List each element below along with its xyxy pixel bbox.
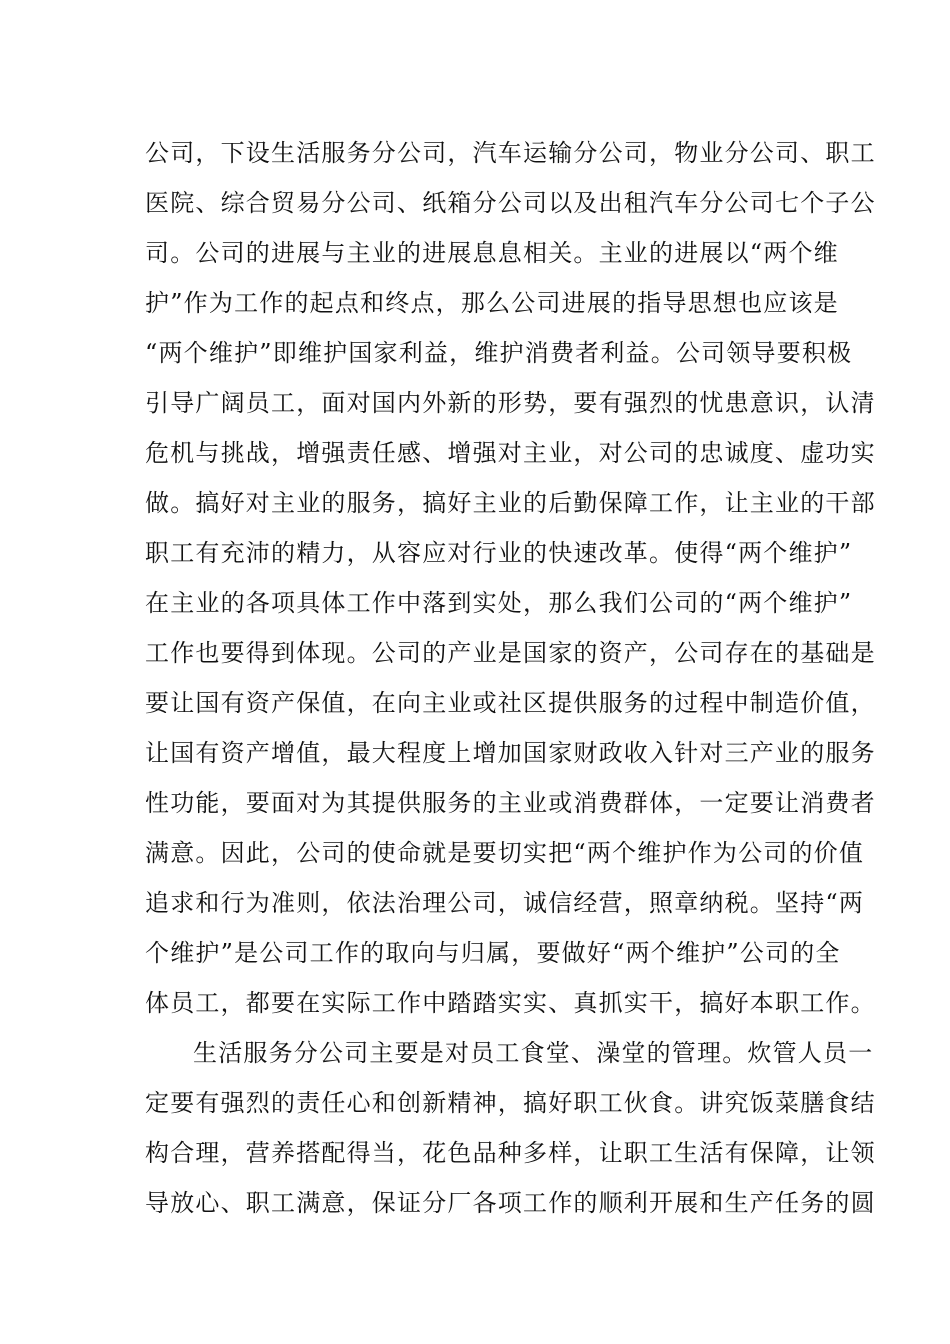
text-line: 做。搞好对主业的服务，搞好主业的后勤保障工作，让主业的干部	[145, 489, 876, 517]
text-line: 危机与挑战，增强责任感、增强对主业，对公司的忠诚度、虚功实	[145, 439, 876, 467]
text-line: “两个维护”即维护国家利益，维护消费者利益。公司领导要积极	[145, 339, 853, 367]
text-line: 体员工，都要在实际工作中踏踏实实、真抓实干，搞好本职工作。	[145, 989, 876, 1017]
text-line: 司。公司的进展与主业的进展息息相关。主业的进展以“两个维	[145, 239, 839, 267]
text-line: 定要有强烈的责任心和创新精神，搞好职工伙食。讲究饭菜膳食结	[145, 1089, 876, 1117]
text-line: 个维护”是公司工作的取向与归属，要做好“两个维护”公司的全	[145, 939, 841, 967]
text-line: 职工有充沛的精力，从容应对行业的快速改革。使得“两个维护”	[145, 539, 853, 567]
text-line: 要让国有资产保值，在向主业或社区提供服务的过程中制造价值，	[145, 689, 876, 717]
paragraph-2	[145, 1028, 876, 1228]
text-line: 构合理，营养搭配得当，花色品种多样，让职工生活有保障，让领	[145, 1139, 876, 1167]
text-line: 导放心、职工满意，保证分厂各项工作的顺利开展和生产任务的圆	[145, 1189, 876, 1217]
text-line: 生活服务分公司主要是对员工食堂、澡堂的管理。炊管人员一	[193, 1039, 874, 1067]
text-line: 护”作为工作的起点和终点，那么公司进展的指导思想也应该是	[145, 289, 839, 317]
text-line: 引导广阔员工，面对国内外新的形势，要有强烈的忧患意识，认清	[145, 389, 876, 417]
text-line: 满意。因此，公司的使命就是要切实把“两个维护作为公司的价值	[145, 839, 865, 867]
text-line: 公司，下设生活服务分公司，汽车运输分公司，物业分公司、职工	[145, 139, 876, 167]
text-line: 工作也要得到体现。公司的产业是国家的资产，公司存在的基础是	[145, 639, 876, 667]
text-line: 医院、综合贸易分公司、纸箱分公司以及出租汽车分公司七个子公	[145, 189, 876, 217]
paragraph-1	[145, 128, 876, 1028]
text-line: 追求和行为准则，依法治理公司，诚信经营，照章纳税。坚持“两	[145, 889, 865, 917]
body-text	[145, 128, 876, 1228]
text-line: 在主业的各项具体工作中落到实处，那么我们公司的“两个维护”	[145, 589, 853, 617]
text-line: 性功能，要面对为其提供服务的主业或消费群体，一定要让消费者	[145, 789, 876, 817]
text-line: 让国有资产增值，最大程度上增加国家财政收入针对三产业的服务	[145, 739, 876, 767]
